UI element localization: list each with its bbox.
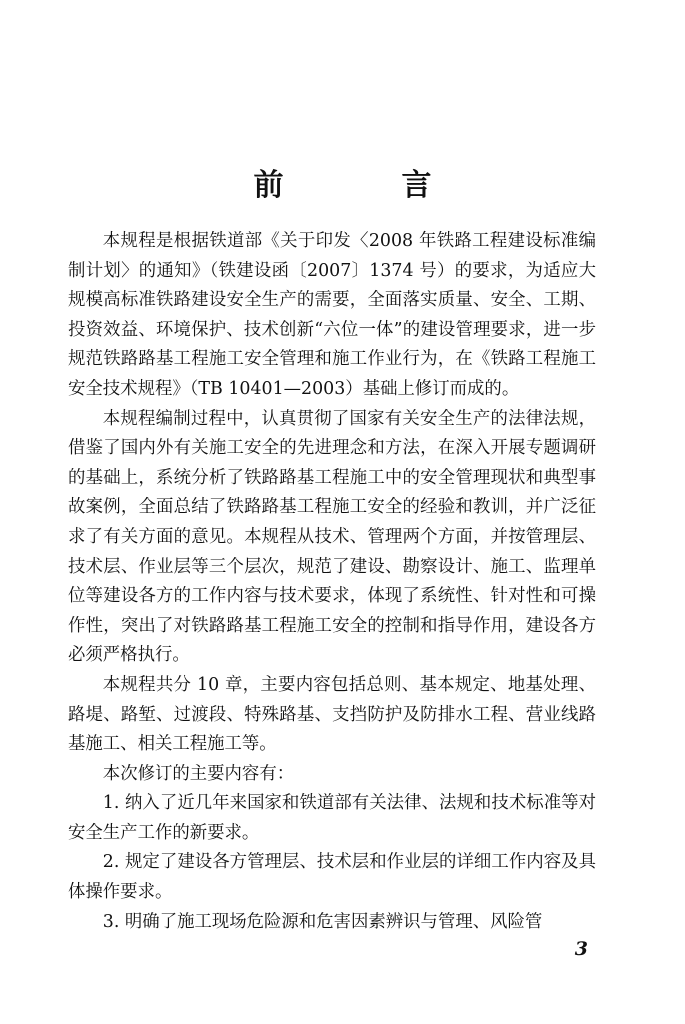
paragraph-chapters: 本规程共分 10 章，主要内容包括总则、基本规定、地基处理、路堤、路堑、过渡段、特殊路基、支挡防护及防排水工程、营业线路基施工、相关工程施工等。 <box>68 674 596 755</box>
list-item-revision-1: 1. 纳入了近几年来国家和铁道部有关法律、法规和技术标准等对安全生产工作的新要求。 <box>68 793 596 843</box>
page-number: 3 <box>574 938 588 960</box>
list-item-revision-3: 3. 明确了施工现场危险源和危害因素辨识与管理、风险管 <box>102 911 543 932</box>
paragraph-revision-heading: 本次修订的主要内容有： <box>102 763 295 784</box>
paragraph-intro: 本规程是根据铁道部《关于印发〈2008 年铁路工程建设标准编制计划〉的通知》（铁建设函〔2007〕1374 号）的要求，为适应大规模高标准铁路建设安全生产的需要，全面落实质量、安全、工期、投资效益、环境保护、技术创新“六位一体”的建设管理要求，进一步规范铁路路基工程施工安全管理和施工作业行为，在《铁路工程施工安全技术规程》（TB 10401—2003）基础上修订而成的。 <box>68 231 596 399</box>
list-item-revision-2: 2. 规定了建设各方管理层、技术层和作业层的详细工作内容及具体操作要求。 <box>68 852 596 903</box>
page-title: 前 言 <box>253 168 476 203</box>
paragraph-compilation-process: 本规程编制过程中，认真贯彻了国家有关安全生产的法律法规，借鉴了国内外有关施工安全的先进理念和方法，在深入开展专题调研的基础上，系统分析了铁路路基工程施工中的安全管理现状和典型事故案例，全面总结了铁路路基工程施工安全的经验和教训，并广泛征求了有关方面的意见。本规程从技术、管理两个方面，并按管理层、技术层、作业层等三个层次，规范了建设、勘察设计、施工、监理单位等建设各方的工作内容与技术要求，体现了系统性、针对性和可操作性，突出了对铁路路基工程施工安全的控制和指导作用，建设各方必须严格执行。 <box>68 408 596 666</box>
body-text <box>68 227 596 937</box>
